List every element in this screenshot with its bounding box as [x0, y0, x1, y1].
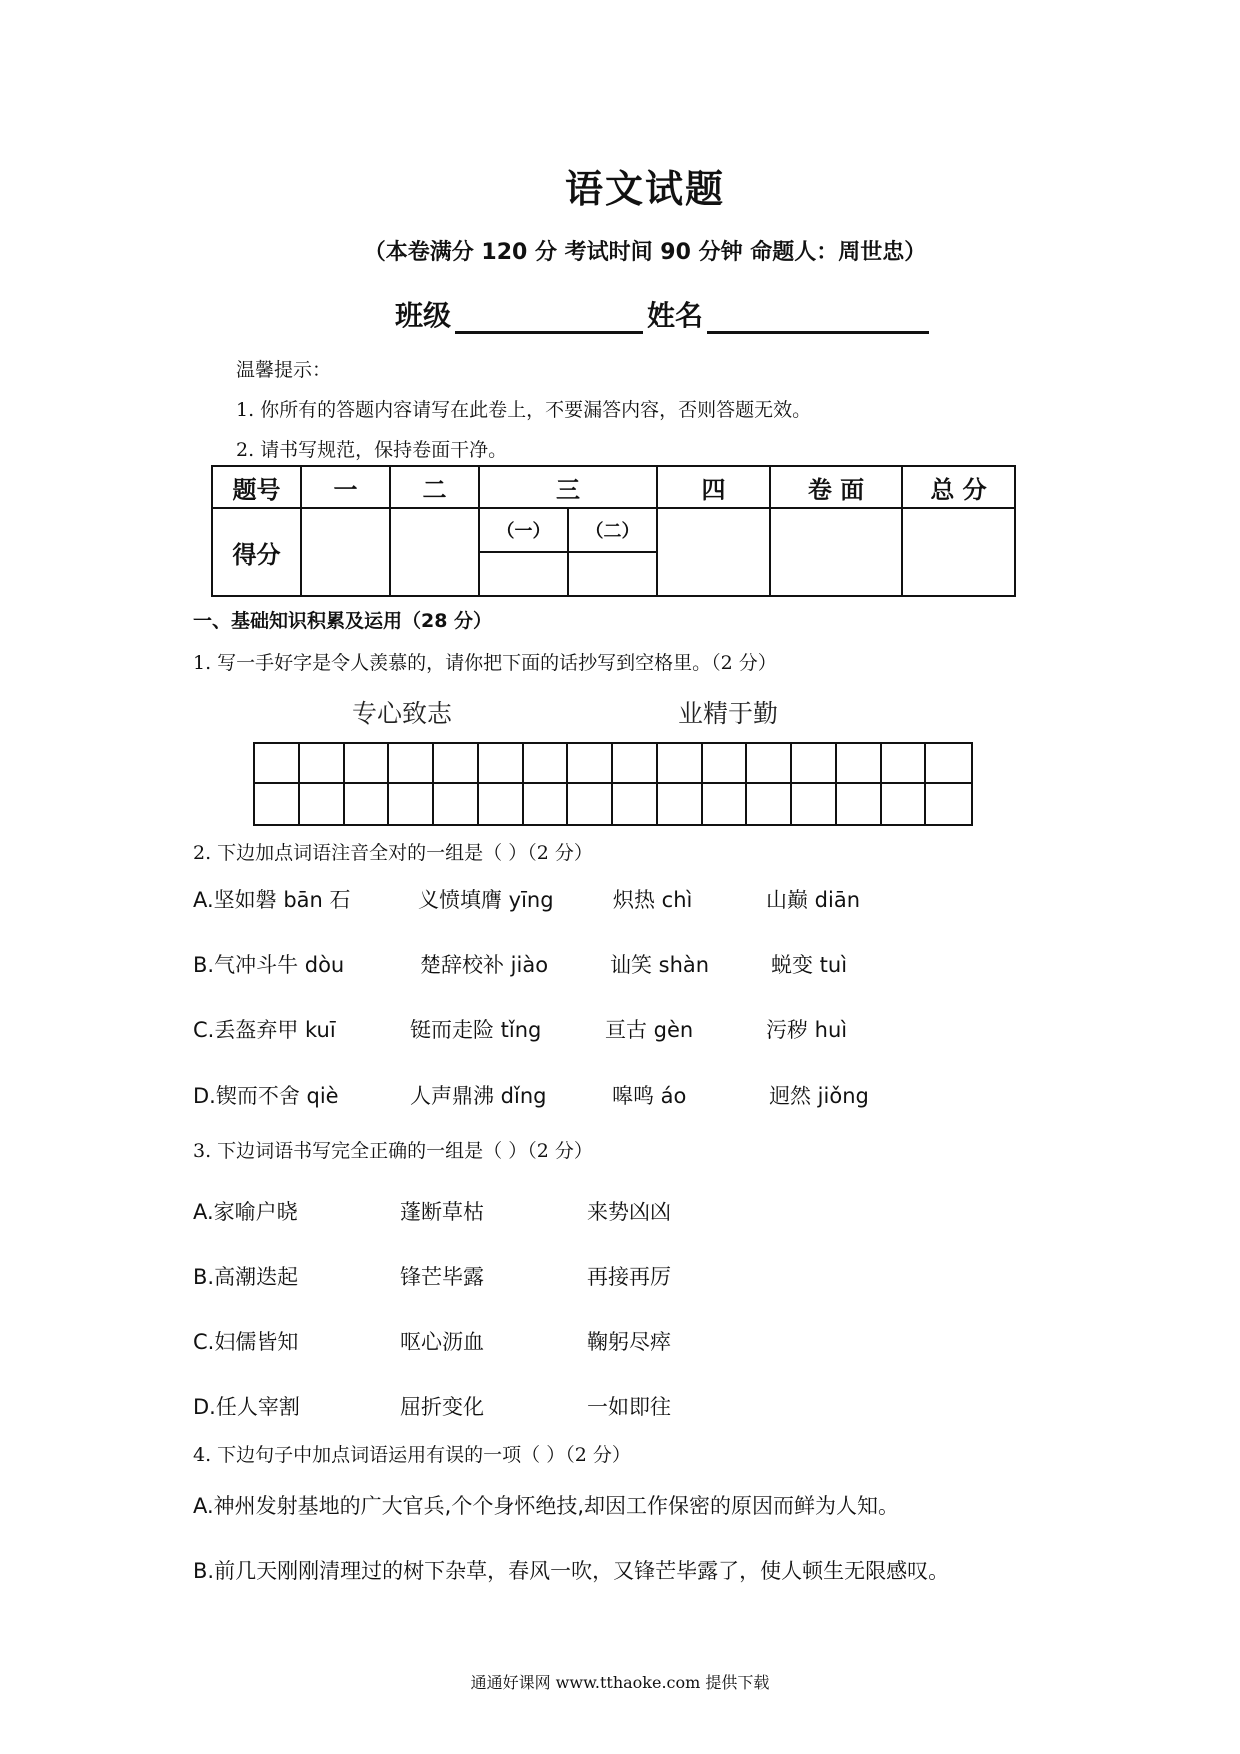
class-blank[interactable]: [455, 301, 643, 334]
grid-cell[interactable]: [479, 744, 524, 784]
copy-phrase-1: 专心致志: [352, 699, 453, 728]
q3-option-a-2: 蓬断草枯: [400, 1200, 484, 1224]
q2-option-b-4: 蜕变 tuì: [771, 953, 848, 977]
score-cell-2[interactable]: [390, 508, 479, 596]
page-title: 语文试题: [564, 167, 725, 211]
grid-cell[interactable]: [345, 784, 390, 824]
grid-cell[interactable]: [792, 744, 837, 784]
grid-cell[interactable]: [703, 784, 748, 824]
score-header-4: 四: [657, 466, 770, 508]
grid-cell[interactable]: [882, 784, 927, 824]
grid-cell[interactable]: [837, 784, 882, 824]
grid-cell[interactable]: [255, 784, 300, 824]
score-cell-total[interactable]: [902, 508, 1015, 596]
question-1: 1. 写一手好字是令人羡慕的，请你把下面的话抄写到空格里。（2 分）: [193, 652, 777, 674]
grid-cell[interactable]: [882, 744, 927, 784]
grid-cell[interactable]: [703, 744, 748, 784]
grid-cell[interactable]: [255, 744, 300, 784]
grid-cell[interactable]: [434, 784, 479, 824]
q3-option-a-3: 来势凶凶: [587, 1200, 671, 1224]
q3-option-c-1[interactable]: C.妇儒皆知: [193, 1330, 299, 1354]
q3-option-b-2: 锋芒毕露: [400, 1265, 484, 1289]
grid-cell[interactable]: [747, 784, 792, 824]
grid-cell[interactable]: [300, 784, 345, 824]
question-3: 3. 下边词语书写完全正确的一组是（ ）（2 分）: [193, 1140, 593, 1162]
score-row-label: 得分: [212, 508, 301, 596]
grid-cell[interactable]: [613, 744, 658, 784]
grid-cell[interactable]: [658, 784, 703, 824]
q2-option-b-1[interactable]: B.气冲斗牛 dòu: [193, 953, 345, 977]
grid-cell[interactable]: [300, 744, 345, 784]
name-label: 姓名: [647, 299, 704, 332]
question-2: 2. 下边加点词语注音全对的一组是（ ）（2 分）: [193, 842, 593, 864]
q2-option-a-2: 义愤填膺 yīng: [418, 888, 554, 912]
q3-option-d-2: 屈折变化: [400, 1395, 484, 1419]
score-header-label: 题号: [212, 466, 301, 508]
grid-cell[interactable]: [658, 744, 703, 784]
q2-option-b-2: 楚辞校补 jiào: [420, 953, 549, 977]
grid-cell[interactable]: [792, 784, 837, 824]
score-cell-1[interactable]: [301, 508, 390, 596]
tip-item-2: 2. 请书写规范，保持卷面干净。: [236, 439, 508, 461]
score-cell-3-2[interactable]: [568, 552, 657, 596]
q2-option-a-1[interactable]: A.坚如磐 bān 石: [193, 888, 351, 912]
tips-heading: 温馨提示：: [236, 359, 332, 381]
copy-phrase-2: 业精于勤: [678, 699, 779, 728]
score-header-1: 一: [301, 466, 390, 508]
score-header-total: 总 分: [902, 466, 1015, 508]
q2-option-b-3: 讪笑 shàn: [610, 953, 710, 977]
q2-option-a-3: 炽热 chì: [613, 888, 693, 912]
score-sub-header-2: （二）: [568, 508, 657, 552]
score-table: [211, 465, 1016, 597]
grid-cell[interactable]: [568, 744, 613, 784]
class-label: 班级: [395, 299, 452, 332]
q4-option-a[interactable]: A.神州发射基地的广大官兵,个个身怀绝技,却因工作保密的原因而鲜为人知。: [193, 1494, 900, 1518]
q2-option-d-3: 嗥鸣 áo: [612, 1084, 687, 1108]
score-header-3: 三: [479, 466, 657, 508]
grid-cell[interactable]: [434, 744, 479, 784]
q2-option-c-3: 亘古 gèn: [605, 1018, 694, 1042]
score-header-neatness: 卷 面: [770, 466, 902, 508]
q3-option-d-3: 一如即往: [587, 1395, 671, 1419]
q3-option-b-3: 再接再厉: [587, 1265, 671, 1289]
score-header-2: 二: [390, 466, 479, 508]
grid-cell[interactable]: [345, 744, 390, 784]
grid-cell[interactable]: [926, 784, 971, 824]
grid-cell[interactable]: [747, 744, 792, 784]
grid-cell[interactable]: [524, 784, 569, 824]
grid-cell[interactable]: [613, 784, 658, 824]
section-heading: 一、基础知识积累及运用（28 分）: [193, 610, 493, 632]
q3-option-c-3: 鞠躬尽瘁: [587, 1330, 671, 1354]
score-cell-neatness[interactable]: [770, 508, 902, 596]
grid-cell[interactable]: [389, 744, 434, 784]
q3-option-c-2: 呕心沥血: [400, 1330, 484, 1354]
q3-option-a-1[interactable]: A.家喻户晓: [193, 1200, 298, 1224]
q2-option-c-1[interactable]: C.丢盔弃甲 kuī: [193, 1018, 336, 1042]
grid-cell[interactable]: [926, 744, 971, 784]
q2-option-d-2: 人声鼎沸 dǐng: [410, 1084, 547, 1108]
q2-option-c-4: 污秽 huì: [766, 1018, 848, 1042]
score-sub-header-1: （一）: [479, 508, 568, 552]
q3-option-b-1[interactable]: B.高潮迭起: [193, 1265, 299, 1289]
tip-item-1: 1. 你所有的答题内容请写在此卷上，不要漏答内容，否则答题无效。: [236, 399, 812, 421]
q2-option-c-2: 铤而走险 tǐng: [410, 1018, 542, 1042]
q2-option-d-1[interactable]: D.锲而不舍 qiè: [193, 1084, 339, 1108]
q3-option-d-1[interactable]: D.任人宰割: [193, 1395, 300, 1419]
q4-option-b[interactable]: B.前几天刚刚清理过的树下杂草，春风一吹，又锋芒毕露了，使人顿生无限感叹。: [193, 1559, 950, 1583]
question-4: 4. 下边句子中加点词语运用有误的一项（ ）（2 分）: [193, 1444, 631, 1466]
exam-info: （本卷满分 120 分 考试时间 90 分钟 命题人：周世忠）: [363, 240, 927, 265]
q2-option-d-4: 迥然 jiǒng: [769, 1084, 869, 1108]
grid-cell[interactable]: [479, 784, 524, 824]
grid-cell[interactable]: [524, 744, 569, 784]
score-cell-3-1[interactable]: [479, 552, 568, 596]
class-name-line: [395, 294, 933, 334]
grid-cell[interactable]: [568, 784, 613, 824]
grid-cell[interactable]: [389, 784, 434, 824]
score-cell-4[interactable]: [657, 508, 770, 596]
name-blank[interactable]: [707, 301, 929, 334]
writing-grid[interactable]: [253, 742, 973, 826]
grid-cell[interactable]: [837, 744, 882, 784]
page-footer: 通通好课网 www.tthaoke.com 提供下载: [470, 1673, 770, 1692]
q2-option-a-4: 山巅 diān: [766, 888, 861, 912]
